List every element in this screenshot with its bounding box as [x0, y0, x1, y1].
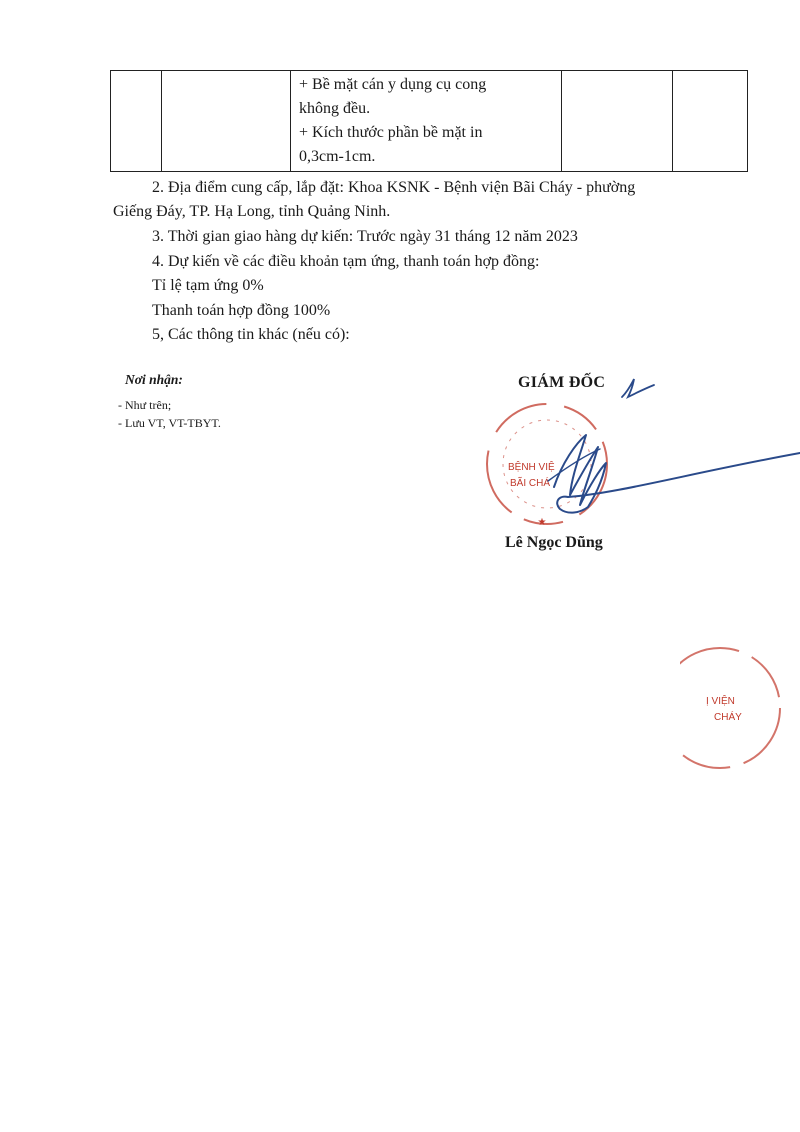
- other-information: 5, Các thông tin khác (nếu có):: [152, 326, 350, 343]
- table-row: [111, 71, 748, 172]
- spec-line: + Kích thước phần bề mặt in: [299, 124, 483, 141]
- delivery-location-line1: 2. Địa điểm cung cấp, lắp đặt: Khoa KSNK - Bệnh viện Bãi Cháy - phường: [152, 179, 636, 196]
- director-signature-icon: [537, 425, 800, 535]
- recipient-item: - Lưu VT, VT-TBYT.: [118, 416, 221, 430]
- signer-name: Lê Ngọc Dũng: [505, 534, 603, 551]
- svg-text:★: ★: [537, 517, 547, 528]
- partial-seal-icon: [680, 640, 790, 775]
- spec-table-continued: [110, 70, 748, 172]
- initial-mark-icon: [618, 375, 658, 401]
- spec-line: + Bề mặt cán y dụng cụ cong: [299, 76, 487, 93]
- payment-terms-heading: 4. Dự kiến về các điều khoản tạm ứng, thanh toán hợp đồng:: [152, 253, 540, 270]
- table-cell-index: [111, 71, 162, 172]
- recipient-item: - Như trên;: [118, 398, 172, 412]
- director-title: GIÁM ĐỐC: [518, 374, 606, 391]
- seal-text-line1: BỆNH VIỆ: [508, 462, 555, 473]
- spec-line: 0,3cm-1cm.: [299, 148, 376, 165]
- spec-line: không đều.: [299, 100, 371, 117]
- partial-seal-text-line2: CHÁY: [714, 712, 742, 723]
- seal-text-line2: BÃI CHÁ: [510, 478, 551, 489]
- table-cell-specification: [291, 71, 562, 172]
- partial-seal-text-line1: Ị VIỆN: [706, 696, 735, 707]
- table-cell-name: [162, 71, 291, 172]
- advance-rate: Tỉ lệ tạm ứng 0%: [152, 277, 264, 294]
- table-cell-quantity: [562, 71, 673, 172]
- delivery-location-line2: Giếng Đáy, TP. Hạ Long, tỉnh Quảng Ninh.: [113, 203, 391, 220]
- delivery-time: 3. Thời gian giao hàng dự kiến: Trước ngày 31 tháng 12 năm 2023: [152, 228, 578, 245]
- contract-payment: Thanh toán hợp đồng 100%: [152, 302, 331, 319]
- table-cell-note: [673, 71, 748, 172]
- recipients-title: Nơi nhận:: [125, 372, 183, 387]
